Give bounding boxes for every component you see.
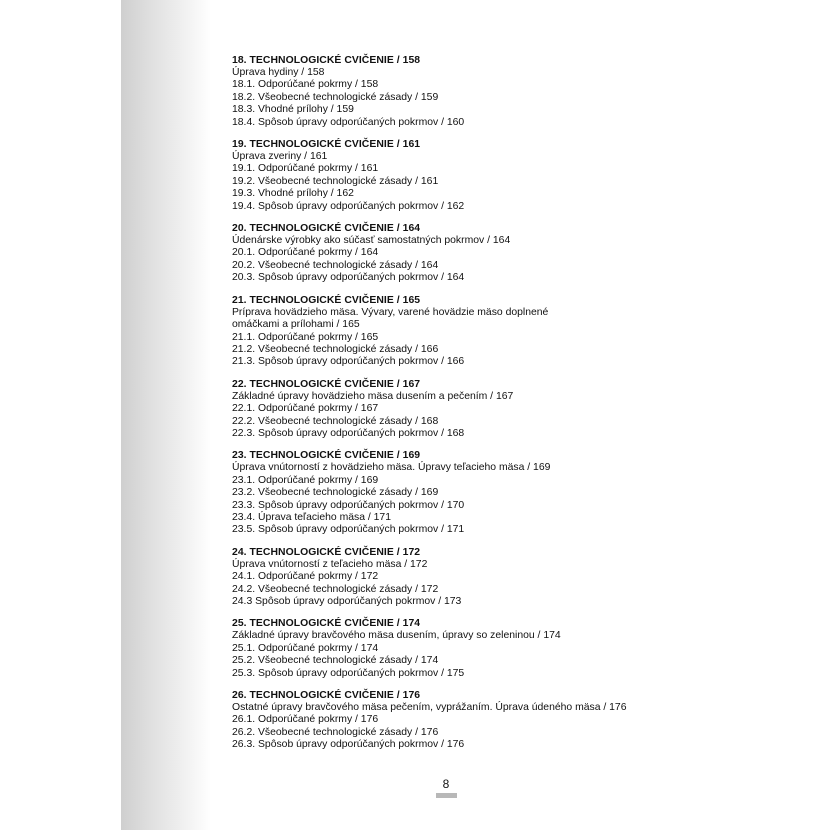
- toc-entry: 18.3. Vhodné prílohy / 159: [232, 104, 354, 116]
- toc-entry: 21.1. Odporúčané pokrmy / 165: [232, 331, 379, 343]
- toc-entry: 20.2. Všeobecné technologické zásady / 164: [232, 259, 439, 271]
- toc-entry: 26.3. Spôsob úpravy odporúčaných pokrmov / 176: [232, 739, 465, 751]
- toc-entry: 18.4. Spôsob úpravy odporúčaných pokrmov / 160: [232, 116, 465, 128]
- section-title: 18. TECHNOLOGICKÉ CVIČENIE / 158: [232, 55, 421, 66]
- toc-entry: Úprava zveriny / 161: [232, 151, 328, 163]
- toc-entry: 21.2. Všeobecné technologické zásady / 166: [232, 343, 439, 355]
- section-title: 19. TECHNOLOGICKÉ CVIČENIE / 161: [232, 139, 421, 151]
- toc-entry: 25.3. Spôsob úpravy odporúčaných pokrmov / 175: [232, 667, 465, 679]
- toc-entry: 20.3. Spôsob úpravy odporúčaných pokrmov / 164: [232, 272, 465, 284]
- toc-entry: Úprava vnútorností z hovädzieho mäsa. Úpravy teľacieho mäsa / 169: [232, 462, 551, 474]
- toc-entry: 19.1. Odporúčané pokrmy / 161: [232, 163, 379, 175]
- section-title: 22. TECHNOLOGICKÉ CVIČENIE / 167: [232, 378, 421, 390]
- toc-entry: 25.2. Všeobecné technologické zásady / 174: [232, 655, 439, 667]
- toc-entry: omáčkami a prílohami / 165: [232, 319, 360, 331]
- toc-entry: 23.4. Úprava teľacieho mäsa / 171: [232, 511, 391, 523]
- toc-entry: 22.1. Odporúčané pokrmy / 167: [232, 403, 379, 415]
- toc-entry: 24.2. Všeobecné technologické zásady / 172: [232, 583, 439, 595]
- toc-entry: 23.2. Všeobecné technologické zásady / 169: [232, 487, 439, 499]
- toc-entry: 23.1. Odporúčané pokrmy / 169: [232, 474, 379, 486]
- toc-entry: 24.1. Odporúčané pokrmy / 172: [232, 571, 379, 583]
- toc-section: [232, 617, 792, 680]
- toc-entry: 23.5. Spôsob úpravy odporúčaných pokrmov / 171: [232, 524, 465, 536]
- section-title: 21. TECHNOLOGICKÉ CVIČENIE / 165: [232, 294, 421, 306]
- toc-entry: 23.3. Spôsob úpravy odporúčaných pokrmov / 170: [232, 499, 465, 511]
- toc-entry: 19.3. Vhodné prílohy / 162: [232, 188, 354, 200]
- toc-section: [232, 689, 792, 752]
- page-number: 8: [442, 777, 450, 791]
- toc-section: [232, 546, 792, 609]
- toc-entry: 21.3. Spôsob úpravy odporúčaných pokrmov / 166: [232, 356, 465, 368]
- page-number-underline: [436, 793, 457, 798]
- toc-section: [232, 449, 792, 536]
- toc-entry: Ostatné úpravy bravčového mäsa pečením, vyprážaním. Úprava údeného mäsa / 176: [232, 702, 627, 714]
- toc-entry: 19.4. Spôsob úpravy odporúčaných pokrmov / 162: [232, 200, 465, 212]
- toc-entry: 20.1. Odporúčané pokrmy / 164: [232, 247, 379, 259]
- toc-section: [232, 222, 792, 285]
- section-title: 25. TECHNOLOGICKÉ CVIČENIE / 174: [232, 618, 421, 630]
- toc-entry: Úprava hydiny / 158: [232, 67, 325, 78]
- toc-entry: Údenárske výrobky ako súčasť samostatných pokrmov / 164: [232, 235, 511, 247]
- section-title: 26. TECHNOLOGICKÉ CVIČENIE / 176: [232, 690, 421, 702]
- toc-entry: 22.3. Spôsob úpravy odporúčaných pokrmov / 168: [232, 427, 465, 439]
- toc-entry: 26.2. Všeobecné technologické zásady / 176: [232, 726, 439, 738]
- toc-entry: Príprava hovädzieho mäsa. Vývary, varené hovädzie mäso doplnené: [232, 306, 549, 318]
- toc-entry: 24.3 Spôsob úpravy odporúčaných pokrmov / 173: [232, 596, 462, 607]
- page-gutter-shadow: [121, 0, 211, 830]
- table-of-contents: [232, 54, 792, 761]
- section-title: 23. TECHNOLOGICKÉ CVIČENIE / 169: [232, 450, 421, 462]
- section-title: 24. TECHNOLOGICKÉ CVIČENIE / 172: [232, 546, 421, 558]
- toc-section: [232, 54, 792, 129]
- section-title: 20. TECHNOLOGICKÉ CVIČENIE / 164: [232, 223, 421, 235]
- toc-entry: 18.1. Odporúčané pokrmy / 158: [232, 79, 379, 91]
- toc-entry: 18.2. Všeobecné technologické zásady / 159: [232, 91, 439, 103]
- toc-section: [232, 378, 792, 441]
- toc-entry: Základné úpravy hovädzieho mäsa dusením a pečením / 167: [232, 390, 514, 402]
- toc-section: [232, 138, 792, 213]
- toc-entry: Základné úpravy bravčového mäsa dusením, úpravy so zeleninou / 174: [232, 630, 561, 642]
- toc-section: [232, 294, 792, 369]
- toc-entry: 25.1. Odporúčané pokrmy / 174: [232, 642, 379, 654]
- toc-entry: 26.1. Odporúčané pokrmy / 176: [232, 714, 379, 726]
- toc-entry: 22.2. Všeobecné technologické zásady / 168: [232, 415, 439, 427]
- toc-entry: Úprava vnútorností z teľacieho mäsa / 172: [232, 558, 428, 570]
- toc-entry: 19.2. Všeobecné technologické zásady / 161: [232, 175, 439, 187]
